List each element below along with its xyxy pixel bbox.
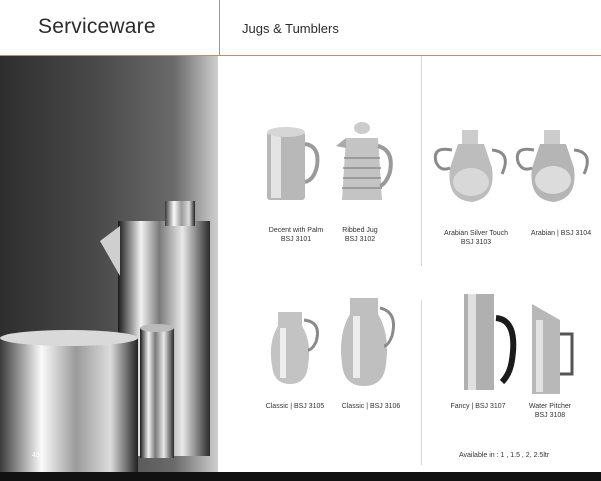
jug-3106-image [338,294,398,388]
jug-3103-image [430,128,512,206]
jug-3104-image [512,128,594,206]
page-header [0,0,601,56]
jug-3107-image [456,290,526,394]
grid-divider-top [421,56,422,266]
header-divider [219,0,220,55]
product-photo [0,56,218,472]
availability-note: Available in : 1 , 1.5 , 2, 2.5ltr [459,452,550,459]
caption-3108: Water Pitcher BSJ 3108 [528,403,572,419]
page-number: 49 [32,452,40,459]
caption-3103: Arabian Silver Touch BSJ 3103 [443,230,509,246]
caption-3104: Arabian | BSJ 3104 [530,230,592,237]
caption-3105: Classic | BSJ 3105 [265,403,325,410]
page-title: Serviceware [38,15,156,38]
bottom-bar [0,472,601,481]
jug-3108-image [526,300,586,396]
jug-3102-image [336,120,396,204]
section-title: Jugs & Tumblers [242,21,339,36]
caption-3102: Ribbed Jug BSJ 3102 [342,227,378,243]
jug-3101-image [262,124,322,202]
jug-3105-image [266,306,326,386]
caption-3101: Decent with Palm BSJ 3101 [268,227,324,243]
caption-3106: Classic | BSJ 3106 [341,403,401,410]
steel-ware-illustration [0,56,218,472]
grid-divider-bottom [421,300,422,465]
caption-3107: Fancy | BSJ 3107 [450,403,506,410]
